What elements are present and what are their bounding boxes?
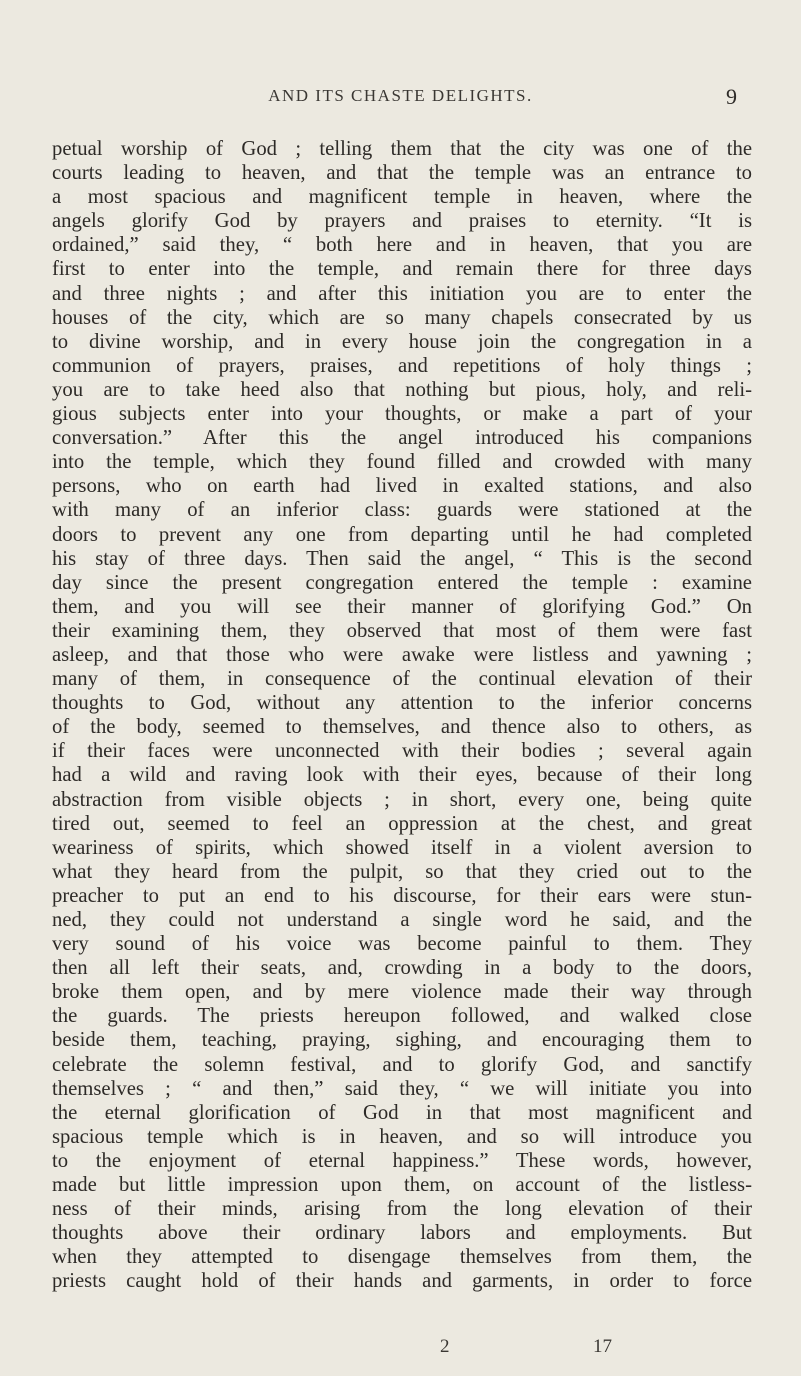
text-line: doors to prevent any one from departing until he had completed xyxy=(52,523,752,546)
text-line: houses of the city, which are so many chapels consecrated by us xyxy=(52,306,752,329)
text-line: petual worship of God ; telling them that the city was one of the xyxy=(52,138,752,160)
text-line: gious subjects enter into your thoughts, or make a part of your xyxy=(52,403,752,426)
text-line: tired out, seemed to feel an oppression at the chest, and great xyxy=(52,812,752,835)
text-line: into the temple, which they found filled and crowded with many xyxy=(52,451,752,474)
page-number: 9 xyxy=(726,84,737,109)
text-line: to divine worship, and in every house join the congregation in a xyxy=(52,330,752,353)
signature-mark: 2 xyxy=(440,1336,450,1357)
text-line: with many of an inferior class: guards were stationed at the xyxy=(52,499,752,522)
text-line: beside them, teaching, praying, sighing, and encouraging them to xyxy=(52,1029,752,1052)
text-line: abstraction from visible objects ; in short, every one, being quite xyxy=(52,788,752,811)
text-line: priests caught hold of their hands and garments, in order to force xyxy=(52,1270,752,1293)
text-line: of the body, seemed to themselves, and thence also to others, as xyxy=(52,716,752,739)
text-line: you are to take heed also that nothing but pious, holy, and reli- xyxy=(52,378,752,401)
signature-number: 17 xyxy=(593,1336,612,1357)
text-line: conversation.” After this the angel introduced his companions xyxy=(52,427,752,450)
text-line: day since the present congregation entered the temple : examine xyxy=(52,571,752,594)
text-line: very sound of his voice was become painful to them. They xyxy=(52,933,752,956)
text-line: and three nights ; and after this initiation you are to enter the xyxy=(52,282,752,305)
text-line: broke them open, and by mere violence made their way through xyxy=(52,981,752,1004)
text-line: thoughts to God, without any attention to the inferior concerns xyxy=(52,692,752,715)
text-line: made but little impression upon them, on account of the listless- xyxy=(52,1174,752,1197)
text-line: if their faces were unconnected with their bodies ; several again xyxy=(52,740,752,763)
text-line: preacher to put an end to his discourse, for their ears were stun- xyxy=(52,884,752,907)
text-line: the eternal glorification of God in that most magnificent and xyxy=(52,1101,752,1124)
body-text xyxy=(52,137,752,1294)
text-line: their examining them, they observed that most of them were fast xyxy=(52,619,752,642)
text-line: his stay of three days. Then said the angel, “ This is the second xyxy=(52,547,752,570)
text-line: asleep, and that those who were awake were listless and yawning ; xyxy=(52,643,752,666)
text-line: many of them, in consequence of the continual elevation of their xyxy=(52,668,752,691)
text-line: the guards. The priests hereupon followed, and walked close xyxy=(52,1005,752,1028)
text-line: them, and you will see their manner of glorifying God.” On xyxy=(52,595,752,618)
text-line: weariness of spirits, which showed itself in a violent aversion to xyxy=(52,836,752,859)
text-line: when they attempted to disengage themselves from them, the xyxy=(52,1246,752,1269)
text-line: communion of prayers, praises, and repetitions of holy things ; xyxy=(52,354,752,377)
text-line: celebrate the solemn festival, and to glorify God, and sanctify xyxy=(52,1053,752,1076)
running-title: AND ITS CHASTE DELIGHTS. xyxy=(268,86,533,105)
text-line: persons, who on earth had lived in exalted stations, and also xyxy=(52,475,752,498)
text-line: themselves ; “ and then,” said they, “ we will initiate you into xyxy=(52,1077,752,1100)
text-line: first to enter into the temple, and remain there for three days xyxy=(52,258,752,281)
text-line: spacious temple which is in heaven, and so will introduce you xyxy=(52,1125,752,1148)
text-line: ned, they could not understand a single word he said, and the xyxy=(52,909,752,931)
text-line: to the enjoyment of eternal happiness.” These words, however, xyxy=(52,1149,752,1172)
text-line: ordained,” said they, “ both here and in heaven, that you are xyxy=(52,234,752,257)
text-line: courts leading to heaven, and that the temple was an entrance to xyxy=(52,162,752,185)
text-line: had a wild and raving look with their eyes, because of their long xyxy=(52,764,752,787)
text-line: thoughts above their ordinary labors and employments. But xyxy=(52,1222,752,1245)
text-line: then all left their seats, and, crowding in a body to the doors, xyxy=(52,957,752,980)
text-line: angels glorify God by prayers and praises to eternity. “It is xyxy=(52,210,752,233)
text-line: ness of their minds, arising from the long elevation of their xyxy=(52,1198,752,1221)
running-head xyxy=(0,86,801,116)
text-line: what they heard from the pulpit, so that they cried out to the xyxy=(52,860,752,883)
signature-line xyxy=(0,1336,801,1376)
text-line: a most spacious and magnificent temple in heaven, where the xyxy=(52,186,752,209)
